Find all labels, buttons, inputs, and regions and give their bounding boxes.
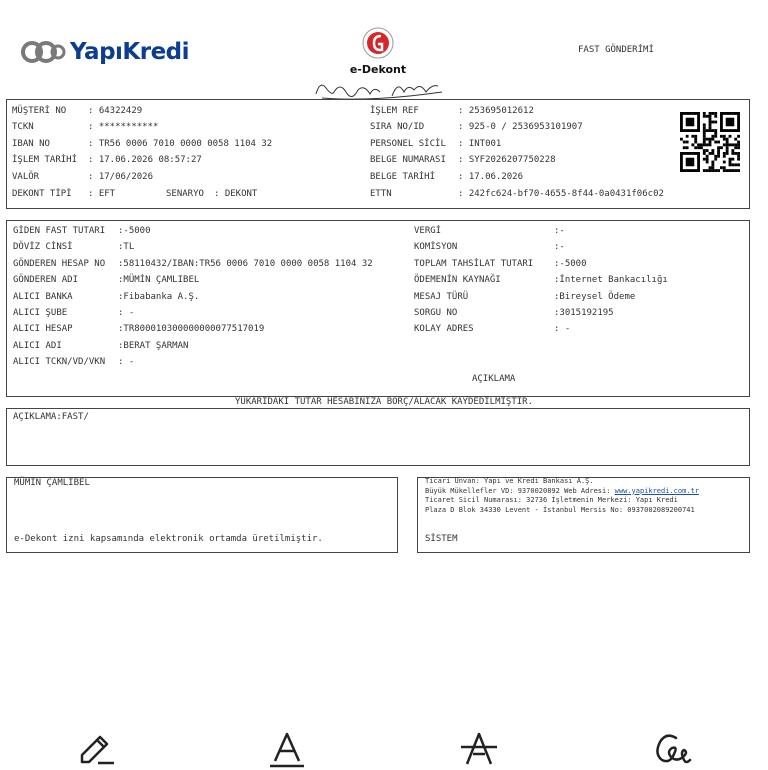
detail-label: VERGİ — [414, 226, 442, 236]
detail-value: :Bireysel Ödeme — [554, 292, 636, 302]
info-label: IBAN NO — [12, 139, 50, 149]
detail-value: :BERAT ŞARMAN — [118, 341, 189, 351]
detail-value: :- — [554, 226, 565, 236]
info-value: : 64322429 — [88, 106, 143, 116]
detail-label: KOMİSYON — [414, 242, 458, 252]
detail-label: KOLAY ADRES — [414, 324, 474, 334]
info-value: : 925-0 / 2536953101907 — [458, 122, 583, 132]
info-label: SIRA NO/ID — [370, 122, 425, 132]
detail-value: :İnternet Bankacılığı — [554, 275, 668, 285]
detail-value: :TR800010300000000077517019 — [118, 324, 265, 334]
scenario-label: SENARYO — [166, 189, 204, 199]
aciklama-heading: AÇIKLAMA — [472, 374, 516, 384]
info-value: : 17/06/2026 — [88, 172, 154, 182]
info-value: : *********** — [88, 122, 159, 132]
info-label: İŞLEM REF — [370, 106, 419, 116]
info-value: : TR56 0006 7010 0000 0058 1104 32 — [88, 139, 273, 149]
detail-value: :- — [554, 242, 565, 252]
detail-label: ALICI TCKN/VD/VKN — [13, 357, 106, 367]
detail-label: GİDEN FAST TUTARI — [13, 226, 106, 236]
info-label: VALÖR — [12, 172, 40, 182]
info-value: : SYF2026207750228 — [458, 155, 556, 165]
info-label: MÜŞTERİ NO — [12, 106, 67, 116]
detail-value: :3015192195 — [554, 308, 614, 318]
info-value: : 253695012612 — [458, 106, 534, 116]
brand-name: YapıKredi — [70, 39, 190, 65]
info-value: : 17.06.2026 08:57:27 — [88, 155, 202, 165]
detail-value: :-5000 — [554, 259, 587, 269]
bank-info-text — [425, 477, 699, 515]
bank-seal-icon — [362, 27, 394, 59]
detail-value: : - — [554, 324, 571, 334]
detail-label: ALICI BANKA — [13, 292, 73, 302]
page-title: FAST GÖNDERİMİ — [578, 45, 654, 55]
yapikredi-logo — [20, 38, 189, 66]
info-label: DEKONT TİPİ — [12, 189, 72, 199]
detail-value: : - — [118, 308, 135, 318]
info-label: ETTN — [370, 189, 392, 199]
detail-label: GÖNDEREN HESAP NO — [13, 259, 106, 269]
bank-tax-text: Büyük Mükellefler VD: 9370020892 Web Adresi: — [425, 486, 615, 495]
detail-label: SORGU NO — [414, 308, 458, 318]
info-label: PERSONEL SİCİL — [370, 139, 446, 149]
info-value: : 242fc624-bf70-4655-8f44-0a0431f06c02 — [458, 189, 664, 199]
debit-credit-notice: YUKARIDAKİ TUTAR HESABINIZA BORÇ/ALACAK KAYDEDİLMİŞTİR. — [234, 397, 533, 407]
bank-website-link[interactable]: www.yapikredi.com.tr — [614, 486, 699, 495]
detail-value: : - — [118, 357, 135, 367]
info-label: TCKN — [12, 122, 34, 132]
description-text: AÇIKLAMA:FAST/ — [13, 412, 89, 422]
info-value: : INT001 — [458, 139, 502, 149]
info-value: : 17.06.2026 — [458, 172, 524, 182]
detail-value: :Fibabanka A.Ş. — [118, 292, 200, 302]
doc-type-title: e-Dekont — [349, 63, 407, 76]
detail-label: ALICI ŞUBE — [13, 308, 68, 318]
info-label: BELGE TARİHİ — [370, 172, 436, 182]
info-label: BELGE NUMARASI — [370, 155, 446, 165]
strikethrough-icon[interactable] — [458, 728, 500, 770]
e-dekont-note: e-Dekont izni kapsamında elektronik ortamda üretilmiştir. — [14, 534, 323, 544]
bank-title-line: Ticari Unvan: Yapı ve Kredi Bankası A.Ş. — [425, 477, 594, 485]
detail-label: ALICI ADI — [13, 341, 62, 351]
yapikredi-emblem-icon — [20, 38, 66, 66]
system-label: SİSTEM — [425, 534, 458, 544]
signature-icon[interactable] — [650, 728, 692, 770]
detail-label: ALICI HESAP — [13, 324, 73, 334]
edit-icon[interactable] — [76, 728, 118, 770]
detail-label: GÖNDEREN ADI — [13, 275, 79, 285]
description-box — [6, 408, 750, 466]
scenario-value: : DEKONT — [214, 189, 258, 199]
detail-label: ÖDEMENİN KAYNAĞI — [414, 275, 501, 285]
qr-code-icon — [680, 112, 740, 172]
bank-address-line: Plaza D Blok 34330 Levent - İstanbul Mersis No: 0937002089200741 — [425, 505, 695, 514]
detail-label: DÖVİZ CİNSİ — [13, 242, 73, 252]
info-label: İŞLEM TARİHİ — [12, 155, 78, 165]
bank-registry-line: Ticaret Sicil Numarası: 32736 İşletmenin Merkezi: Yapı Kredi — [425, 496, 678, 504]
detail-value: :-5000 — [118, 226, 151, 236]
detail-label: MESAJ TÜRÜ — [414, 292, 469, 302]
text-icon[interactable] — [266, 728, 308, 770]
detail-value: :MÜMİN ÇAMLIBEL — [118, 275, 200, 285]
detail-value: :TL — [118, 242, 135, 252]
customer-name: MÜMİN ÇAMLIBEL — [14, 478, 90, 488]
detail-value: :58110432/IBAN:TR56 0006 7010 0000 0058 1104 32 — [118, 259, 373, 269]
info-value: : EFT — [88, 189, 116, 199]
detail-label: TOPLAM TAHSİLAT TUTARI — [414, 259, 534, 269]
bank-tax-line — [425, 487, 699, 497]
